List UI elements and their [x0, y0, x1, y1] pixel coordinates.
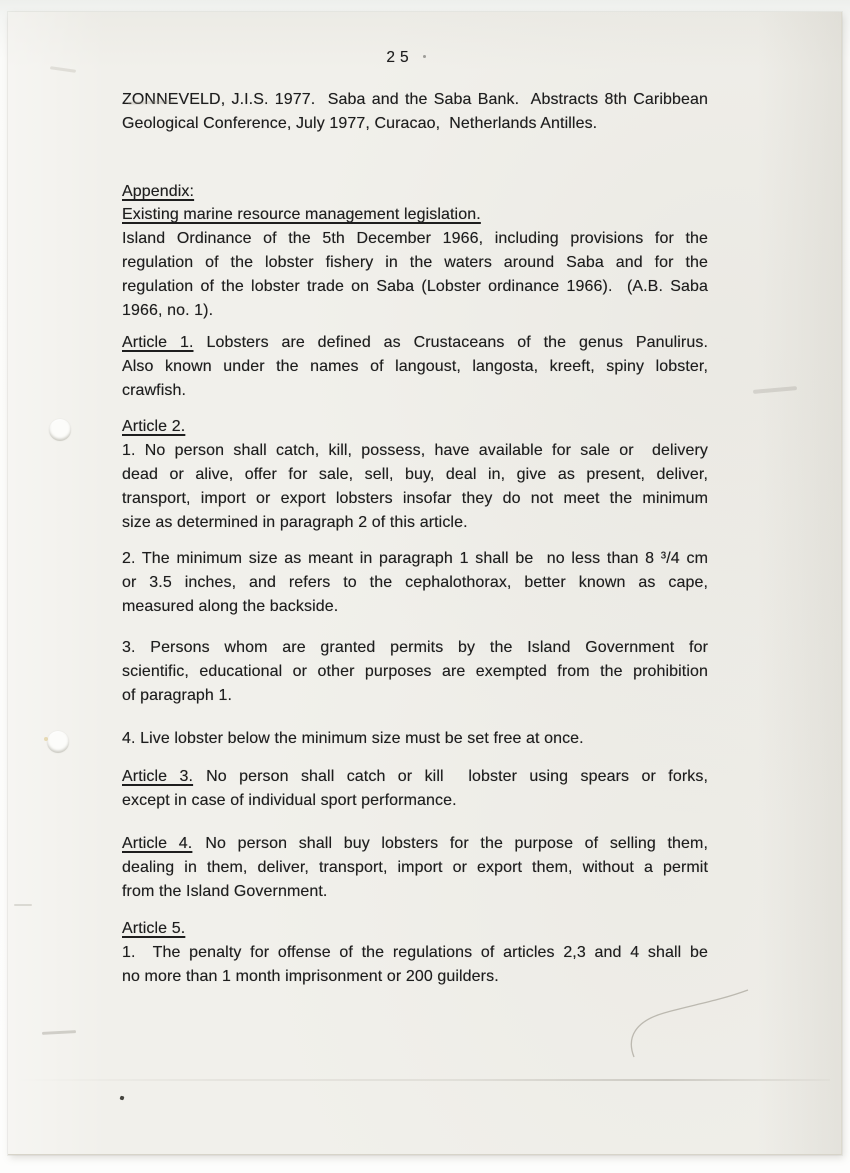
paper-speck: [44, 737, 48, 741]
text-line: Lobsters are defined as Crustaceans of the genus Panulirus.: [206, 334, 708, 351]
text-line: Also known under the names of langoust, langosta, kreeft, spiny lobster,: [122, 358, 708, 375]
punch-hole-top: [49, 419, 71, 441]
text-line: except in case of individual sport performance.: [122, 792, 457, 809]
text-line: dealing in them, deliver, transport, import or export them, without a permit: [122, 859, 708, 876]
text-line: 1966, no. 1).: [122, 302, 214, 319]
article-2-paragraph-4: [122, 727, 708, 751]
appendix-title: [122, 203, 708, 227]
text-line: regulation of the lobster fishery in the waters around Saba and for the: [122, 254, 708, 271]
text-line: scientific, educational or other purposes are exempted from the prohibition: [122, 663, 708, 680]
article-2-paragraph-2: [122, 547, 708, 619]
text-line: dead or alive, offer for sale, sell, buy, deal in, give as present, deliver,: [122, 466, 708, 483]
text-line: 3. Persons whom are granted permits by the Island Government for: [122, 639, 708, 656]
text-line: ZONNEVELD, J.I.S. 1977. Saba and the Saba Bank. Abstracts 8th Caribbean: [122, 91, 708, 108]
article-5-heading: [122, 917, 708, 941]
text-line: No person shall catch or kill lobster using spears or forks,: [206, 768, 708, 785]
text-line: transport, import or export lobsters insofar they do not meet the minimum: [122, 490, 708, 507]
text-line: 1. No person shall catch, kill, possess, have available for sale or delivery: [122, 442, 708, 459]
text-line: Island Ordinance of the 5th December 1966, including provisions for the: [122, 230, 708, 247]
text-line: of paragraph 1.: [122, 687, 233, 704]
text-line: measured along the backside.: [122, 598, 339, 615]
text-line: or 3.5 inches, and refers to the cephalothorax, better known as cape,: [122, 574, 708, 591]
article-5-heading-text: Article 5.: [122, 920, 186, 937]
article-4-paragraph: [122, 832, 708, 904]
text-line: Geological Conference, July 1977, Curacao, Netherlands Antilles.: [122, 115, 598, 132]
text-line: from the Island Government.: [122, 883, 328, 900]
article-1-paragraph: [122, 331, 708, 403]
text-line: regulation of the lobster trade on Saba (Lobster ordinance 1966). (A.B. Saba: [122, 278, 708, 295]
reference-entry: [122, 88, 708, 136]
article-2-heading: [122, 415, 708, 439]
article-4-heading: Article 4.: [122, 835, 193, 852]
text-line: 2. The minimum size as meant in paragraph 1 shall be no less than 8 ³/4 cm: [122, 550, 708, 567]
appendix-label-text: Appendix:: [122, 183, 195, 200]
stray-dot: [423, 55, 426, 58]
text-line: No person shall buy lobsters for the purpose of selling them,: [205, 835, 709, 852]
article-2-paragraph-3: [122, 636, 708, 708]
punch-hole-bottom: [47, 731, 69, 753]
article-3-heading: Article 3.: [122, 768, 194, 785]
text-line: 4. Live lobster below the minimum size must be set free at once.: [122, 730, 584, 747]
page-number: 25: [386, 49, 414, 66]
text-line: crawfish.: [122, 382, 187, 399]
text-line: no more than 1 month imprisonment or 200 guilders.: [122, 968, 499, 985]
appendix-label: [122, 180, 708, 204]
article-5-paragraph-1: [122, 941, 708, 989]
text-line: 1. The penalty for offense of the regulations of articles 2,3 and 4 shall be: [122, 944, 708, 961]
text-line: size as determined in paragraph 2 of this article.: [122, 514, 468, 531]
pencil-scribble: [620, 985, 760, 1070]
article-2-paragraph-1: [122, 439, 708, 535]
appendix-title-text: Existing marine resource management legislation.: [122, 206, 481, 223]
article-3-paragraph: [122, 765, 708, 813]
article-1-heading: Article 1.: [122, 334, 194, 351]
paper-smudge: [14, 904, 32, 906]
article-2-heading-text: Article 2.: [122, 418, 186, 435]
paper-crease: [15, 1079, 830, 1081]
ordinance-intro-paragraph: [122, 227, 708, 323]
